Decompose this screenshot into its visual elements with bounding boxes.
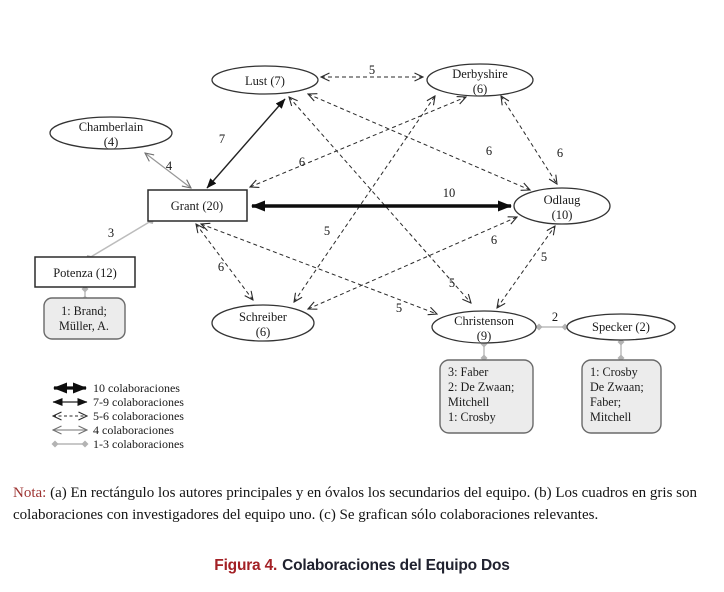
node-christenson-count: (9) bbox=[476, 329, 492, 343]
gray-box-crosby-line: Faber; bbox=[590, 395, 622, 409]
edge-grant-potenza bbox=[89, 221, 151, 258]
gray-box-brand bbox=[44, 298, 125, 339]
gray-box-faber-line: 2: De Zwaan; bbox=[448, 380, 515, 394]
node-schreiber-count: (6) bbox=[255, 325, 271, 339]
node-potenza-label: Potenza (12) bbox=[53, 266, 117, 280]
legend-label-4: 4 colaboraciones bbox=[93, 423, 174, 437]
node-chamberlain-label: Chamberlain bbox=[78, 120, 144, 134]
node-derbyshire bbox=[427, 64, 533, 96]
edge-label-schreiber-odlaug: 6 bbox=[490, 233, 498, 247]
edge-lust-odlaug bbox=[308, 94, 530, 190]
node-christenson bbox=[432, 311, 536, 343]
gray-box-faber-line: 3: Faber bbox=[448, 365, 489, 379]
node-grant-label: Grant (20) bbox=[170, 199, 224, 213]
edge-label-christenson-odlaug: 5 bbox=[540, 250, 548, 264]
edge-label-grant-lust: 7 bbox=[218, 132, 226, 146]
node-grant bbox=[148, 190, 247, 221]
edge-label-grant-odlaug: 10 bbox=[442, 186, 456, 200]
edge-schreiber-odlaug bbox=[308, 217, 517, 309]
node-chamberlain bbox=[50, 117, 172, 149]
edge-grant-schreiber bbox=[196, 224, 253, 300]
figure-caption bbox=[0, 557, 724, 575]
note-label: Nota: bbox=[13, 485, 47, 501]
edge-label-lust-odlaug: 6 bbox=[485, 144, 493, 158]
gray-box-brand-line: 1: Brand; bbox=[61, 304, 107, 318]
note-body: (a) En rectángulo los autores principales y en óvalos los secundarios del equipo. (b) Los cuadros en gris son colaboraciones con investigadores del equipo uno. (c) Se grafican sólo colaboraciones relevantes. bbox=[13, 485, 697, 523]
figure-caption-title: Colaboraciones del Equipo Dos bbox=[282, 557, 510, 574]
legend-label-10: 10 colaboraciones bbox=[93, 381, 180, 395]
edge-derbyshire-odlaug bbox=[501, 96, 557, 184]
gray-box-crosby bbox=[582, 360, 661, 433]
edge-label-derbyshire-odlaug: 6 bbox=[556, 146, 564, 160]
edge-label-grant-chamberlain: 4 bbox=[165, 159, 173, 173]
gray-box-crosby-line: Mitchell bbox=[590, 410, 632, 424]
gray-box-faber-line: 1: Crosby bbox=[448, 410, 496, 424]
edge-lust-christenson bbox=[289, 97, 471, 303]
legend-label-7-9: 7-9 colaboraciones bbox=[93, 395, 184, 409]
edge-label-grant-schreiber: 6 bbox=[217, 260, 225, 274]
node-odlaug-count: (10) bbox=[551, 208, 573, 222]
edge-label-schreiber-derbyshire: 5 bbox=[323, 224, 331, 238]
node-schreiber-label: Schreiber bbox=[239, 310, 287, 324]
node-lust-label: Lust (7) bbox=[245, 74, 285, 88]
edge-schreiber-derbyshire bbox=[294, 96, 435, 302]
node-specker-label: Specker (2) bbox=[592, 320, 650, 334]
node-lust bbox=[212, 66, 318, 94]
edge-label-lust-derbyshire: 5 bbox=[368, 63, 376, 77]
node-odlaug-label: Odlaug bbox=[543, 193, 581, 207]
node-derbyshire-label: Derbyshire bbox=[452, 67, 508, 81]
edge-label-christenson-specker: 2 bbox=[551, 310, 559, 324]
gray-box-faber bbox=[440, 360, 533, 433]
edge-label-grant-christenson: 5 bbox=[395, 301, 403, 315]
gray-box-faber-line: Mitchell bbox=[448, 395, 490, 409]
node-odlaug bbox=[514, 188, 610, 224]
edge-label-lust-christenson: 5 bbox=[448, 276, 456, 290]
legend bbox=[53, 381, 184, 451]
node-christenson-label: Christenson bbox=[454, 314, 514, 328]
gray-box-brand-line: Müller, A. bbox=[59, 319, 109, 333]
legend-label-5-6: 5-6 colaboraciones bbox=[93, 409, 184, 423]
gray-box-crosby-line: 1: Crosby bbox=[590, 365, 638, 379]
node-derbyshire-count: (6) bbox=[472, 82, 488, 96]
edge-christenson-odlaug bbox=[497, 226, 555, 308]
figure-caption-number: Figura 4. bbox=[214, 557, 278, 574]
edge-grant-derbyshire bbox=[250, 97, 466, 187]
figure-note bbox=[13, 483, 713, 527]
gray-box-crosby-line: De Zwaan; bbox=[590, 380, 644, 394]
legend-label-1-3: 1-3 colaboraciones bbox=[93, 437, 184, 451]
node-schreiber bbox=[212, 305, 314, 341]
edge-label-grant-derbyshire: 6 bbox=[298, 155, 306, 169]
node-potenza bbox=[35, 257, 135, 287]
edge-label-grant-potenza: 3 bbox=[107, 226, 115, 240]
node-chamberlain-count: (4) bbox=[103, 135, 119, 149]
node-specker bbox=[567, 314, 675, 340]
